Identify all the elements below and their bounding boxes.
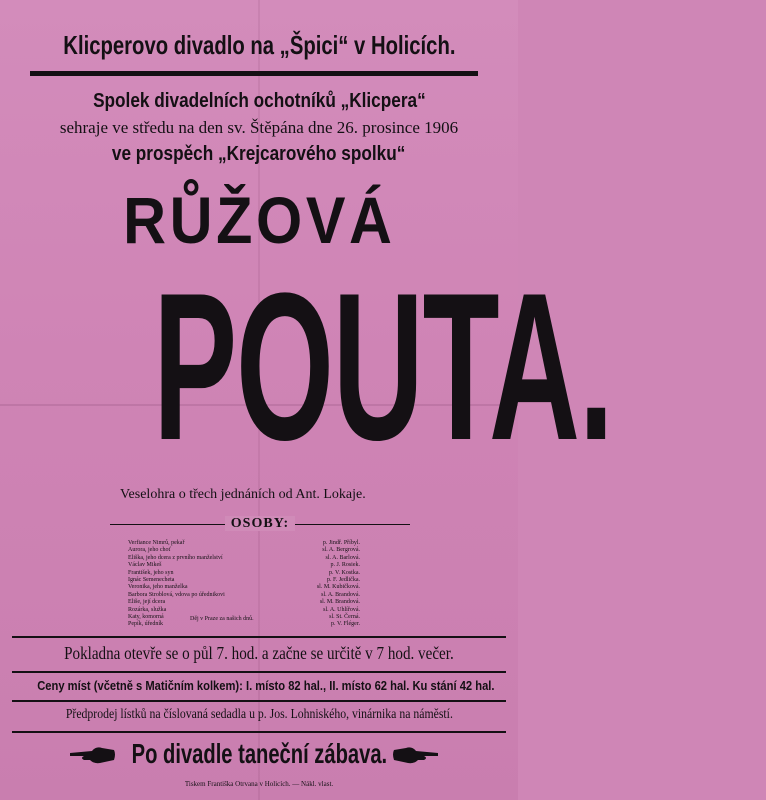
cast-role: Eliška, jeho dcera z prvního manželství [128, 554, 223, 561]
cast-role: Eliše, její dcera [128, 599, 166, 606]
cast-row [128, 592, 360, 599]
prices-line: Ceny míst (včetně s Matičním kolkem): I. místo 82 hal., II. místo 62 hal. Ku stání 42 hal. [37, 678, 495, 693]
cast-row [128, 562, 360, 569]
cast-actor: sl. A. Barlová. [325, 554, 360, 561]
cast-actor: sl. A. Uhlířová. [323, 606, 360, 613]
cast-role: František, jeho syn [128, 569, 174, 576]
date-line: sehraje ve středu na den sv. Štěpána dne 26. prosince 1906 [59, 118, 459, 137]
cast-row [128, 599, 360, 606]
cast-actor: sl. M. Kubičková. [316, 584, 360, 591]
play-title-line2: POUTA. [153, 249, 613, 484]
cast-role: Barbora Stroblová, vdova po úřednikovi [128, 591, 225, 598]
dance-line: Po divadle taneční zábava. [131, 738, 387, 769]
society-line: Spolek divadelních ochotníků „Klicpera“ [92, 90, 426, 112]
cast-actor: sl. St. Černá. [329, 614, 360, 621]
cast-actor: sl. A. Brandová. [321, 591, 360, 598]
presale-line: Předprodej lístků na číslovaná sedadla u p. Jos. Lohniského, vinárnika na náměstí. [65, 707, 453, 722]
cast-actor: p. V. Kostka. [329, 569, 360, 576]
cast-row [128, 607, 360, 614]
play-title-line1: RŮŽOVÁ [122, 183, 396, 257]
cast-row [128, 621, 360, 628]
cast-actor: sl. A. Bergrová. [322, 547, 360, 554]
theatre-heading: Klicperovo divadlo na „Špici“ v Holicích. [62, 30, 456, 60]
box-office-line: Pokladna otevře se o půl 7. hod. a začne se určitě v 7 hod. večer. [64, 643, 454, 663]
cast-heading: OSOBY: [110, 516, 410, 532]
pointing-hand-right-icon [392, 744, 438, 766]
divider [12, 731, 506, 733]
cast-actor: p. F. Jedlička. [326, 577, 360, 584]
cast-actor: p. V. Fléger. [331, 621, 360, 628]
cast-row [128, 584, 360, 591]
cast-actor: p. Jindř. Příbyl. [322, 540, 360, 546]
cast-row [128, 570, 360, 577]
cast-role: Aurora, jeho choť [128, 547, 172, 554]
heading-rule [30, 71, 478, 76]
cast-role: Verfiance Nimrů, pekař [128, 540, 185, 546]
play-subtitle: Veselohra o třech jednáních od Ant. Lokaje. [120, 487, 366, 502]
cast-role: Václav Mikeš [128, 562, 162, 569]
divider [12, 700, 506, 702]
divider [12, 636, 506, 638]
cast-role: Rozárka, služka [128, 606, 167, 613]
cast-note: Děj v Praze za našich dnů. [190, 616, 254, 622]
cast-row [128, 547, 360, 554]
cast-role: Ignác Semenecheta [128, 577, 175, 584]
cast-actor: sl. M. Brandová. [319, 599, 360, 606]
cast-row [128, 555, 360, 562]
divider [12, 671, 506, 673]
benefit-line: ve prospěch „Krejcarového spolku“ [112, 143, 406, 165]
cast-role: Pepík, úředník [128, 621, 163, 628]
cast-role: Katy, komorná [128, 614, 164, 621]
printer-credit: Tiskem Františka Otrvana v Holicích. — Nákl. vlast. [184, 780, 334, 788]
cast-role: Veronika, jeho manželka [128, 584, 188, 591]
cast-actor: p. J. Rosiek. [330, 562, 360, 569]
cast-row [128, 577, 360, 584]
